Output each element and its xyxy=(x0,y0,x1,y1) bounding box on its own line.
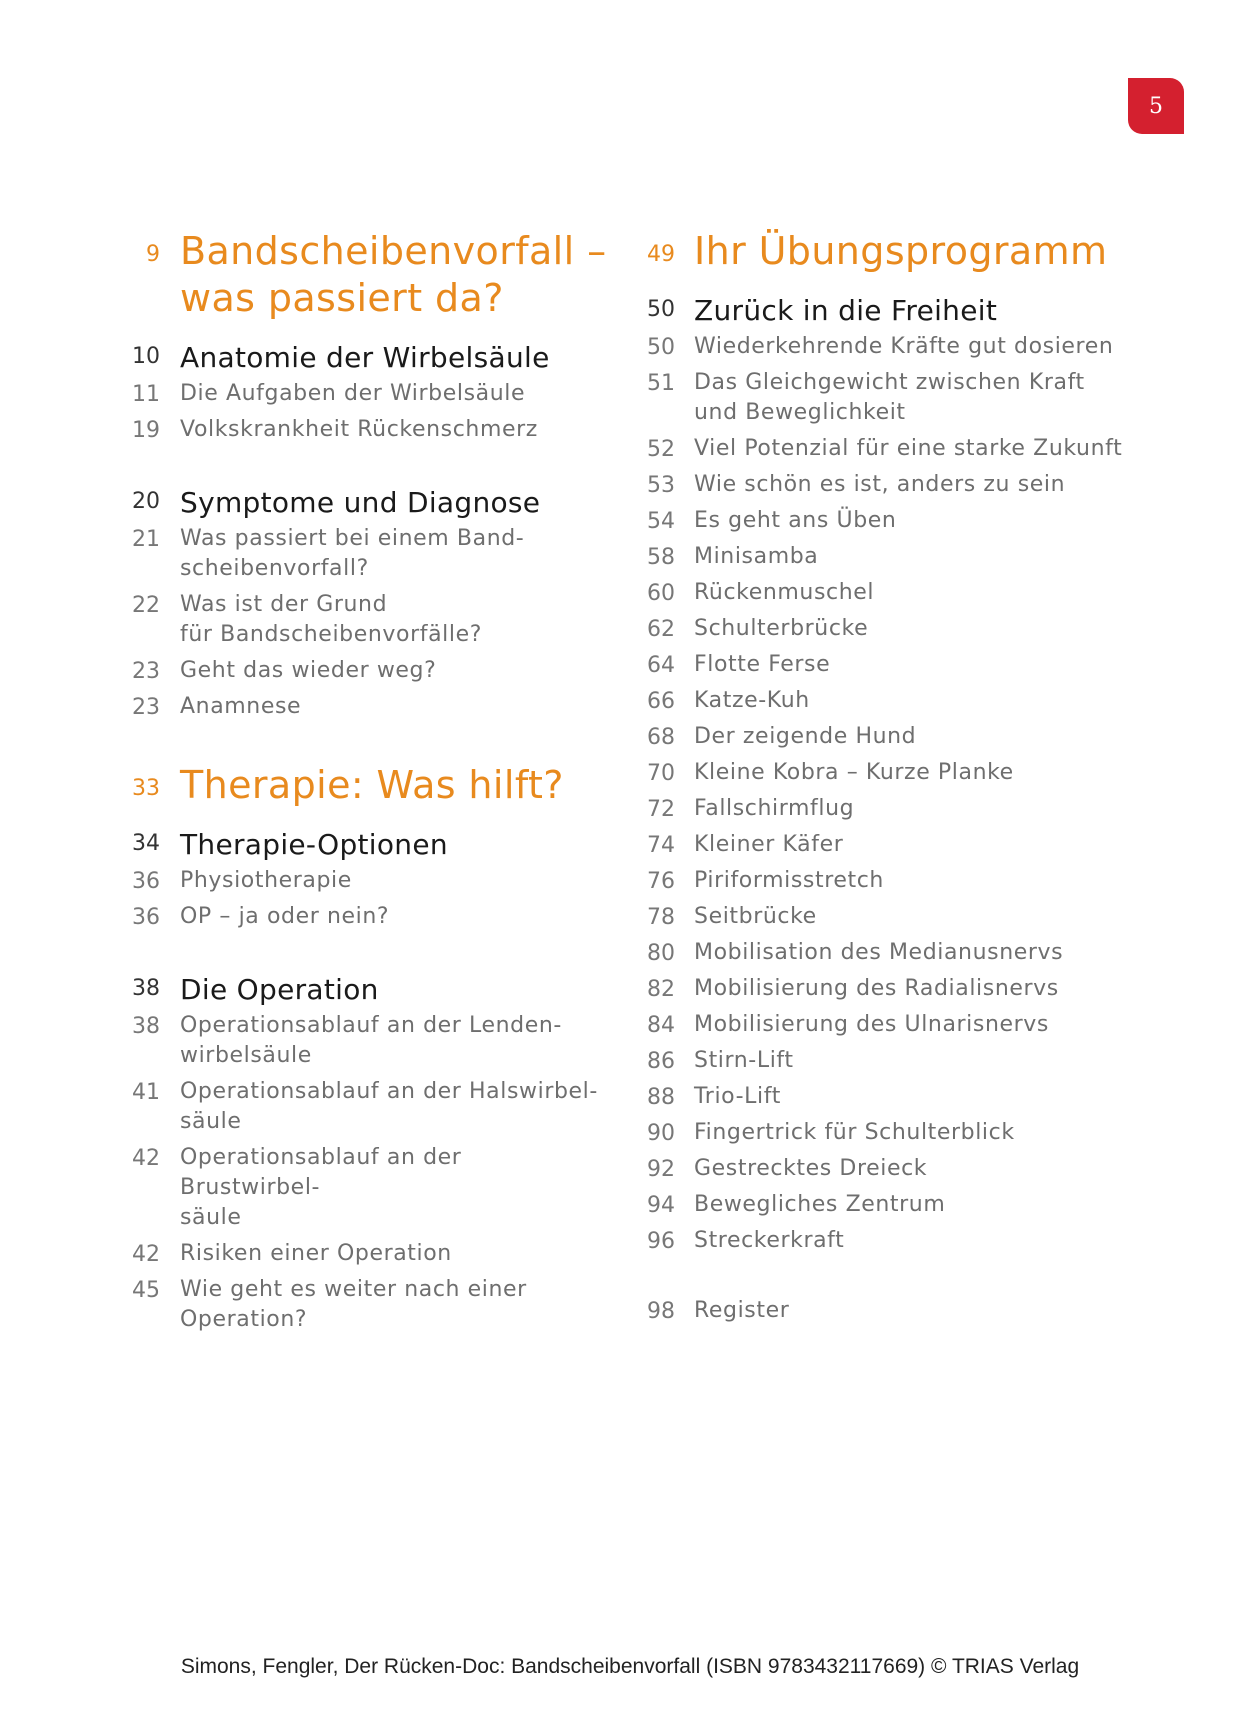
toc-item xyxy=(635,1010,1195,1040)
toc-title xyxy=(675,1082,1195,1112)
toc-title xyxy=(675,542,1195,572)
toc-item xyxy=(118,902,608,932)
toc-page-number: 20 xyxy=(132,489,160,514)
toc-page-number: 74 xyxy=(647,833,675,858)
toc-title-line: Das Gleichgewicht zwischen Kraft xyxy=(694,370,1085,395)
toc-title-line: Mobilisation des Medianusnervs xyxy=(694,940,1064,965)
toc-title xyxy=(160,485,608,521)
toc-page-number: 21 xyxy=(132,527,160,552)
toc-item xyxy=(635,830,1195,860)
toc-page-number: 82 xyxy=(647,977,675,1002)
toc-title-line: Kleiner Käfer xyxy=(694,832,844,857)
toc-title xyxy=(160,827,608,863)
toc-title-line: Operationsablauf an der Halswirbel- xyxy=(180,1079,598,1104)
toc-title-line: säule xyxy=(180,1205,242,1230)
toc-title-line: Piriformisstretch xyxy=(694,868,884,893)
toc-left-column xyxy=(118,228,608,1341)
toc-item xyxy=(635,470,1195,500)
toc-page-number: 94 xyxy=(647,1193,675,1218)
toc-title xyxy=(675,830,1195,860)
toc-item xyxy=(635,1046,1195,1076)
toc-item xyxy=(635,434,1195,464)
toc-title-line: Es geht ans Üben xyxy=(694,508,897,533)
toc-item xyxy=(118,379,608,409)
toc-title-line: Rückenmuschel xyxy=(694,580,875,605)
copyright-footer: Simons, Fengler, Der Rücken-Doc: Bandscheibenvorfall (ISBN 9783432117669) © TRIAS Verlag xyxy=(180,1655,1080,1678)
toc-title-line: wirbelsäule xyxy=(180,1043,312,1068)
toc-title xyxy=(675,974,1195,1004)
toc-page-number: 52 xyxy=(647,437,675,462)
toc-item xyxy=(635,722,1195,752)
toc-title xyxy=(160,228,608,322)
toc-title-line: Fallschirmflug xyxy=(694,796,855,821)
toc-title-line: für Bandscheibenvorfälle? xyxy=(180,622,482,647)
toc-title xyxy=(160,656,608,686)
toc-title-line: Therapie-Optionen xyxy=(180,828,448,861)
toc-item xyxy=(118,1239,608,1269)
toc-part xyxy=(118,762,608,809)
toc-title-line: Volkskrankheit Rückenschmerz xyxy=(180,417,538,442)
toc-page-number: 50 xyxy=(647,297,675,322)
toc-title-line: OP – ja oder nein? xyxy=(180,904,390,929)
toc-title-line: Bewegliches Zentrum xyxy=(694,1192,946,1217)
toc-title-line: Katze-Kuh xyxy=(694,688,810,713)
toc-item xyxy=(118,1011,608,1071)
toc-page-number: 58 xyxy=(647,545,675,570)
toc-item xyxy=(635,578,1195,608)
toc-title-line: Operationsablauf an der Lenden- xyxy=(180,1013,562,1038)
toc-item xyxy=(635,614,1195,644)
toc-title xyxy=(160,340,608,376)
toc-page-number: 64 xyxy=(647,653,675,678)
toc-page-number: 92 xyxy=(647,1157,675,1182)
toc-page-number: 70 xyxy=(647,761,675,786)
toc-title xyxy=(160,1143,608,1233)
toc-title xyxy=(160,1275,608,1335)
toc-title xyxy=(160,415,608,445)
toc-page-number: 41 xyxy=(132,1080,160,1105)
toc-title xyxy=(675,1046,1195,1076)
toc-title xyxy=(675,470,1195,500)
toc-title xyxy=(160,1077,608,1137)
toc-title-line: Was ist der Grund xyxy=(180,592,388,617)
toc-title xyxy=(675,902,1195,932)
toc-page-number: 72 xyxy=(647,797,675,822)
toc-title xyxy=(675,938,1195,968)
toc-page-number: 19 xyxy=(132,418,160,443)
toc-title-line: Symptome und Diagnose xyxy=(180,486,541,519)
toc-item xyxy=(635,1082,1195,1112)
toc-title xyxy=(675,1154,1195,1184)
toc-item xyxy=(635,368,1195,428)
toc-page-number: 90 xyxy=(647,1121,675,1146)
toc-title xyxy=(160,1011,608,1071)
toc-title xyxy=(675,506,1195,536)
toc-page-number: 42 xyxy=(132,1242,160,1267)
toc-title xyxy=(675,722,1195,752)
toc-item xyxy=(118,1143,608,1233)
toc-page-number: 10 xyxy=(132,344,160,369)
toc-page-number: 68 xyxy=(647,725,675,750)
toc-page-number: 98 xyxy=(647,1299,675,1324)
toc-title xyxy=(675,332,1195,362)
toc-page-number: 9 xyxy=(146,242,160,267)
toc-title-line: Register xyxy=(694,1298,790,1323)
toc-item xyxy=(635,650,1195,680)
toc-title-line: Operationsablauf an der Brustwirbel- xyxy=(180,1145,462,1200)
toc-page-number: 49 xyxy=(647,242,675,267)
toc-title-line: Geht das wieder weg? xyxy=(180,658,437,683)
toc-title-line: Anamnese xyxy=(180,694,302,719)
toc-title xyxy=(675,758,1195,788)
toc-title-line: Streckerkraft xyxy=(694,1228,845,1253)
toc-item xyxy=(635,938,1195,968)
toc-item xyxy=(118,866,608,896)
page-number-badge: 5 xyxy=(1128,78,1184,134)
toc-page-number: 78 xyxy=(647,905,675,930)
toc-item xyxy=(635,1226,1195,1256)
toc-page-number: 38 xyxy=(132,976,160,1001)
toc-title xyxy=(160,524,608,584)
toc-title-line: Die Aufgaben der Wirbelsäule xyxy=(180,381,526,406)
toc-item xyxy=(635,1296,1195,1326)
toc-title xyxy=(675,1226,1195,1256)
toc-title-line: Der zeigende Hund xyxy=(694,724,917,749)
toc-page-number: 62 xyxy=(647,617,675,642)
toc-item xyxy=(118,524,608,584)
toc-title-line: Zurück in die Freiheit xyxy=(694,294,998,327)
toc-item xyxy=(118,1077,608,1137)
toc-item xyxy=(635,1190,1195,1220)
toc-title-line: Schulterbrücke xyxy=(694,616,869,641)
toc-item xyxy=(635,1154,1195,1184)
toc-title xyxy=(160,1239,608,1269)
toc-right-column xyxy=(635,228,1195,1332)
toc-title-line: Stirn-Lift xyxy=(694,1048,794,1073)
toc-title-line: Risiken einer Operation xyxy=(180,1241,452,1266)
toc-chapter xyxy=(118,485,608,521)
toc-title-line: Flotte Ferse xyxy=(694,652,831,677)
toc-item xyxy=(635,332,1195,362)
toc-page-number: 66 xyxy=(647,689,675,714)
toc-part xyxy=(118,228,608,322)
toc-item xyxy=(635,758,1195,788)
toc-title xyxy=(160,762,608,809)
toc-page-number: 53 xyxy=(647,473,675,498)
toc-page-number: 80 xyxy=(647,941,675,966)
toc-item xyxy=(635,1118,1195,1148)
toc-page-number: 86 xyxy=(647,1049,675,1074)
toc-title-line: Mobilisierung des Ulnarisnervs xyxy=(694,1012,1049,1037)
toc-title-line: Mobilisierung des Radialisnervs xyxy=(694,976,1059,1001)
toc-title-line: säule xyxy=(180,1109,242,1134)
toc-title xyxy=(675,650,1195,680)
toc-item xyxy=(635,686,1195,716)
toc-title-line: Wie geht es weiter nach einer xyxy=(180,1277,527,1302)
toc-title-line: Kleine Kobra – Kurze Planke xyxy=(694,760,1014,785)
toc-item xyxy=(118,590,608,650)
toc-title xyxy=(675,794,1195,824)
toc-page-number: 51 xyxy=(647,371,675,396)
toc-title-line: Wie schön es ist, anders zu sein xyxy=(694,472,1066,497)
toc-title-line: Viel Potenzial für eine starke Zukunft xyxy=(694,436,1123,461)
toc-page-number: 36 xyxy=(132,869,160,894)
toc-title xyxy=(675,686,1195,716)
toc-page-number: 76 xyxy=(647,869,675,894)
toc-title xyxy=(160,379,608,409)
toc-title xyxy=(160,590,608,650)
toc-title-line: Bandscheibenvorfall – xyxy=(180,229,607,273)
toc-title-line: Fingertrick für Schulterblick xyxy=(694,1120,1015,1145)
toc-page-number: 11 xyxy=(132,382,160,407)
toc-chapter xyxy=(118,827,608,863)
toc-title xyxy=(160,866,608,896)
toc-item xyxy=(635,866,1195,896)
toc-title xyxy=(160,902,608,932)
toc-title-line: Die Operation xyxy=(180,973,379,1006)
toc-page-number: 88 xyxy=(647,1085,675,1110)
toc-page-number: 22 xyxy=(132,593,160,618)
toc-page-number: 45 xyxy=(132,1278,160,1303)
toc-item xyxy=(635,902,1195,932)
toc-chapter xyxy=(118,340,608,376)
toc-page-number: 60 xyxy=(647,581,675,606)
toc-title-line: Physiotherapie xyxy=(180,868,352,893)
toc-item xyxy=(118,656,608,686)
toc-title xyxy=(675,293,1195,329)
toc-chapter xyxy=(118,972,608,1008)
toc-page-number: 54 xyxy=(647,509,675,534)
toc-title xyxy=(675,578,1195,608)
toc-item xyxy=(118,415,608,445)
toc-title xyxy=(675,1296,1195,1326)
toc-page-number: 23 xyxy=(132,695,160,720)
toc-chapter xyxy=(635,293,1195,329)
toc-title xyxy=(675,614,1195,644)
toc-title xyxy=(675,866,1195,896)
toc-page-number: 36 xyxy=(132,905,160,930)
toc-page-number: 33 xyxy=(132,776,160,801)
toc-page-number: 96 xyxy=(647,1229,675,1254)
toc-title xyxy=(675,1190,1195,1220)
toc-title xyxy=(675,434,1195,464)
toc-title xyxy=(160,972,608,1008)
toc-page-number: 34 xyxy=(132,831,160,856)
toc-page-number: 23 xyxy=(132,659,160,684)
toc-title-line: Wiederkehrende Kräfte gut dosieren xyxy=(694,334,1114,359)
toc-title-line: Therapie: Was hilft? xyxy=(180,763,564,807)
toc-item xyxy=(118,1275,608,1335)
toc-title-line: und Beweglichkeit xyxy=(694,400,906,425)
toc-title-line: was passiert da? xyxy=(180,276,504,320)
toc-item xyxy=(635,974,1195,1004)
toc-page-number: 38 xyxy=(132,1014,160,1039)
toc-page-number: 84 xyxy=(647,1013,675,1038)
toc-title xyxy=(675,228,1195,275)
toc-title-line: scheibenvorfall? xyxy=(180,556,369,581)
toc-item xyxy=(635,542,1195,572)
toc-title xyxy=(675,1010,1195,1040)
toc-title-line: Operation? xyxy=(180,1307,308,1332)
toc-title xyxy=(675,368,1195,428)
toc-item xyxy=(118,692,608,722)
toc-title-line: Was passiert bei einem Band- xyxy=(180,526,525,551)
toc-title-line: Ihr Übungsprogramm xyxy=(694,229,1108,273)
toc-title-line: Minisamba xyxy=(694,544,819,569)
toc-part xyxy=(635,228,1195,275)
toc-item xyxy=(635,794,1195,824)
toc-page-number: 42 xyxy=(132,1146,160,1171)
toc-title xyxy=(160,692,608,722)
toc-title xyxy=(675,1118,1195,1148)
toc-title-line: Anatomie der Wirbelsäule xyxy=(180,341,550,374)
toc-title-line: Seitbrücke xyxy=(694,904,817,929)
toc-title-line: Trio-Lift xyxy=(694,1084,781,1109)
toc-page-number: 50 xyxy=(647,335,675,360)
toc-item xyxy=(635,506,1195,536)
toc-title-line: Gestrecktes Dreieck xyxy=(694,1156,928,1181)
